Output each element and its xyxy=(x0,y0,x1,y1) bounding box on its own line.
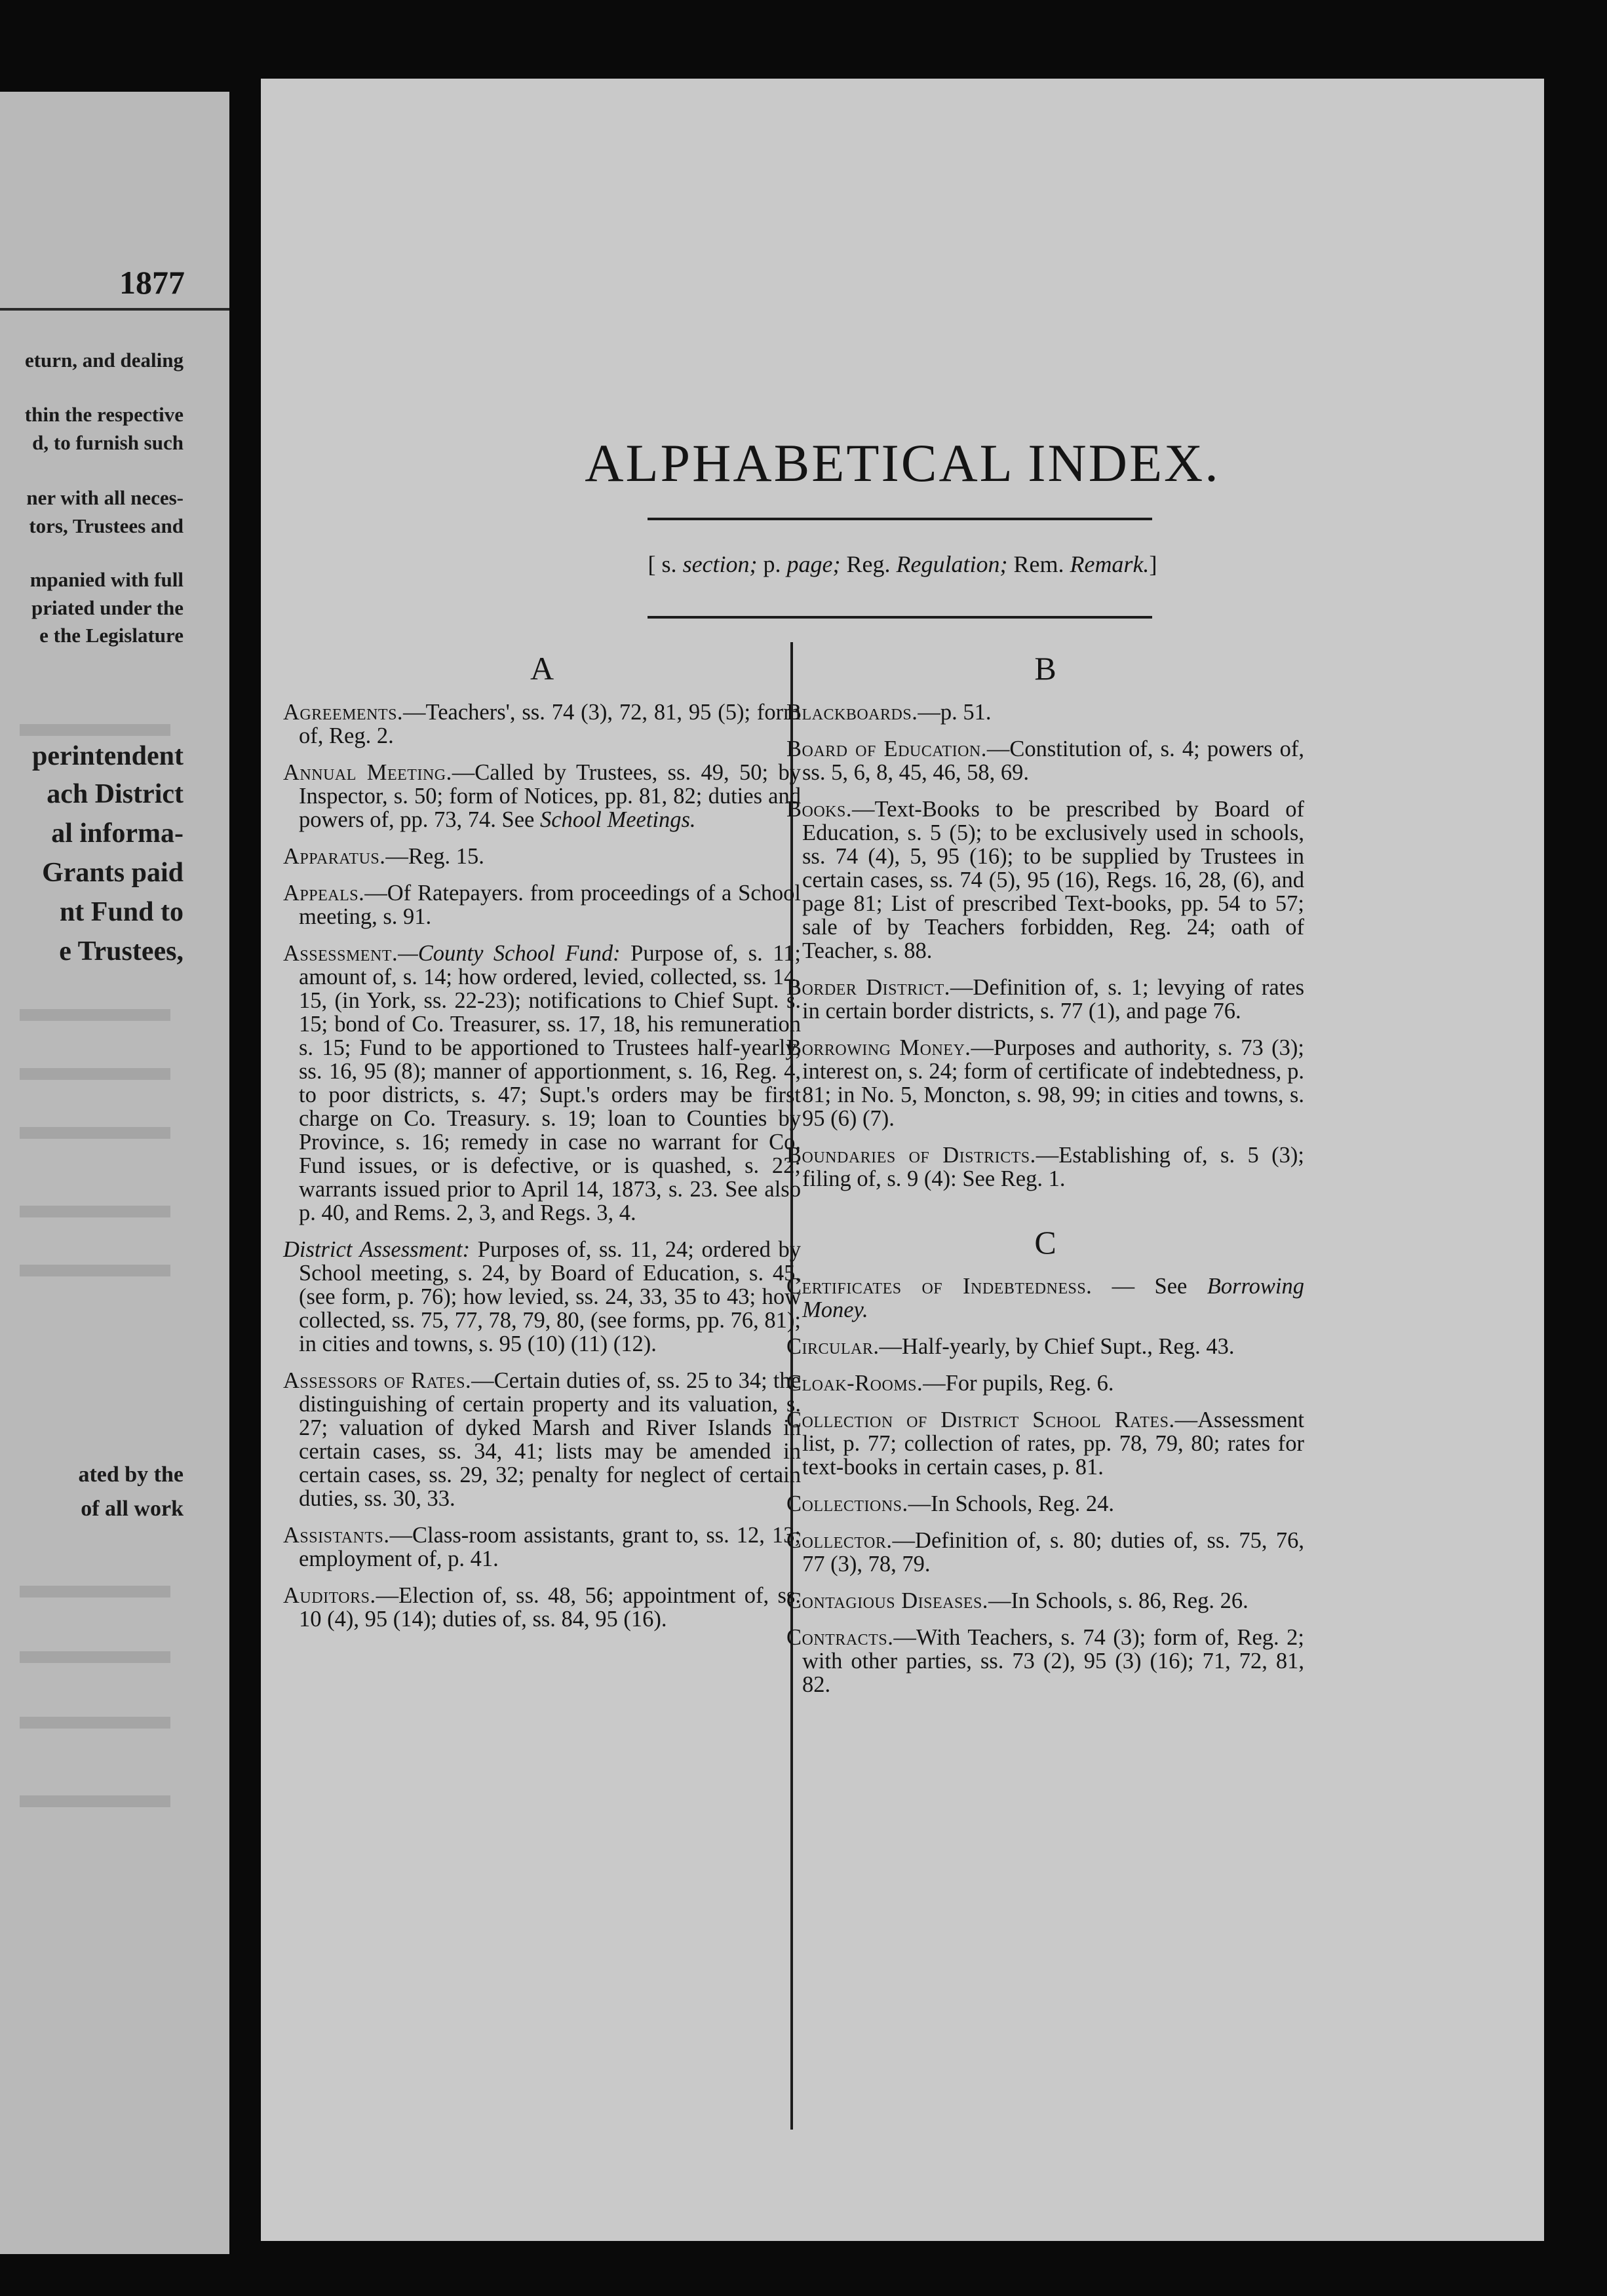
index-entry-certificates-of-indebtedness xyxy=(786,1274,1304,1322)
index-entry-agreements xyxy=(283,700,801,748)
left-page-line: tors, Trustees and xyxy=(29,514,184,537)
entry-text: —Assessment list, p. 77; collection of rates, pp. 78, 79, 80; rates for text-books in certain cases, p. 81. xyxy=(802,1407,1304,1480)
left-page-faint-line xyxy=(20,1717,170,1729)
left-page-faint-line xyxy=(20,1206,170,1217)
index-entry-blackboards xyxy=(786,700,1304,724)
index-entry-collections xyxy=(786,1492,1304,1516)
legend-meaning: section; xyxy=(682,551,758,577)
entry-headword: Contracts. xyxy=(786,1625,894,1650)
left-page-line: perintendent xyxy=(32,741,184,771)
entry-headword: Contagious Diseases. xyxy=(786,1588,988,1613)
entry-subheading: —County School Fund: xyxy=(398,941,621,966)
index-entry-assessors-of-rates xyxy=(283,1369,801,1510)
index-entry-contagious-diseases xyxy=(786,1589,1304,1613)
entry-text: —Teachers', ss. 74 (3), 72, 81, 95 (5); form of, Reg. 2. xyxy=(299,700,801,748)
left-page-faint-line xyxy=(20,1265,170,1276)
entry-headword: Circular. xyxy=(786,1334,880,1359)
entry-headword: Books. xyxy=(786,797,852,822)
entry-headword: Apparatus. xyxy=(283,844,386,869)
entry-headword: Annual Meeting. xyxy=(283,760,452,785)
left-page-faint-line xyxy=(20,1586,170,1598)
entry-text: —With Teachers, s. 74 (3); form of, Reg. 2; with other parties, ss. 73 (2), 95 (3) (16); 71, 72, 81, 82. xyxy=(802,1625,1304,1697)
index-entry-auditors xyxy=(283,1584,801,1631)
index-entry-collection-of-district-school-rates xyxy=(786,1408,1304,1479)
entry-headword: Assessment. xyxy=(283,941,398,966)
entry-headword: Assessors of Rates. xyxy=(283,1368,472,1393)
entry-text: —Class-room assistants, grant to, ss. 12, 13; employment of, p. 41. xyxy=(299,1523,801,1571)
legend-meaning: Remark. xyxy=(1070,551,1150,577)
left-page-line: nt Fund to xyxy=(59,897,184,927)
entry-text: —For pupils, Reg. 6. xyxy=(923,1371,1114,1396)
page-title: ALPHABETICAL INDEX. xyxy=(585,433,1220,493)
abbreviation-legend xyxy=(261,550,1544,578)
index-entry-appeals xyxy=(283,881,801,928)
index-column-right xyxy=(786,645,1304,1710)
entry-text: —Of Ratepayers. from proceedings of a School meeting, s. 91. xyxy=(299,881,801,929)
left-page-faint-line xyxy=(20,1009,170,1021)
entry-text: —Called by Trustees, ss. 49, 50; by Inspector, s. 50; form of Notices, pp. 81, 82; duties and powers of, pp. 73, 74. See xyxy=(299,760,801,832)
index-entry-circular xyxy=(786,1335,1304,1358)
entry-text: —Purposes and authority, s. 73 (3); interest on, s. 24; form of certificate of indebtedness, p. 81; in No. 5, Moncton, s. 98, 99; in cities and towns, s. 95 (6) (7). xyxy=(802,1035,1304,1131)
entry-headword: Blackboards. xyxy=(786,700,918,725)
left-page-line: ach District xyxy=(47,779,184,809)
left-page-line: e Trustees, xyxy=(59,936,184,966)
index-page xyxy=(261,79,1544,2241)
left-page-line: eturn, and dealing xyxy=(24,349,184,372)
entry-text: —In Schools, s. 86, Reg. 26. xyxy=(988,1588,1249,1613)
entry-text: —p. 51. xyxy=(918,700,992,725)
legend-abbr: Rem. xyxy=(1013,551,1064,577)
left-page-line: priated under the xyxy=(31,596,184,619)
index-entry-books xyxy=(786,797,1304,963)
left-page-faint-line xyxy=(20,1795,170,1807)
legend-abbr: s. xyxy=(661,551,677,577)
left-page-faint-line xyxy=(20,1068,170,1080)
index-entry-border-district xyxy=(786,976,1304,1023)
title-rule xyxy=(648,518,1152,520)
entry-headword: Auditors. xyxy=(283,1583,376,1608)
entry-text: Purposes of, ss. 11, 24; ordered by School meeting, s. 24, by Board of Education, s. 45, (see form, p. 76); how levied, ss. 24, 33, 35 to 43; how collected, ss. 75, 77, 78, 79, 80, (see forms, pp. 76, 81); in cities and towns, s. 95 (10) (11) (12). xyxy=(299,1237,801,1356)
index-entry-assessment xyxy=(283,942,801,1225)
entry-text: —Certain duties of, ss. 25 to 34; the distinguishing of certain property and its valuation, s. 27; valuation of dyked Marsh and River Islands in certain cases, ss. 34, 41; lists may be amended in certain cases, ss. 29, 32; penalty for neglect of certain duties, ss. 30, 33. xyxy=(299,1368,801,1511)
left-page-line: e the Legislature xyxy=(39,624,184,647)
entry-text: —Election of, ss. 48, 56; appointment of, ss. 10 (4), 95 (14); duties of, ss. 84, 95 (16). xyxy=(299,1583,801,1632)
legend-meaning: page; xyxy=(786,551,841,577)
index-entry-district-assessment xyxy=(283,1238,801,1356)
entry-text: —Constitution of, s. 4; powers of, ss. 5, 6, 8, 45, 46, 58, 69. xyxy=(802,737,1304,785)
entry-headword: Board of Education. xyxy=(786,737,987,761)
section-letter-c: C xyxy=(1034,1224,1056,1261)
section-letter-b: B xyxy=(1034,650,1056,687)
entry-cross-reference: School Meetings. xyxy=(539,807,696,832)
left-page-faint-line xyxy=(20,724,170,736)
entry-headword: Collections. xyxy=(786,1491,908,1516)
entry-text: — See xyxy=(1092,1274,1207,1299)
left-page-rule xyxy=(0,308,229,311)
left-page-line: Grants paid xyxy=(42,858,184,888)
legend-bracket: [ xyxy=(648,551,656,577)
left-page-year: 1877 xyxy=(119,264,185,301)
entry-text: —Establishing of, s. 5 (3); filing of, s. 9 (4): See Reg. 1. xyxy=(802,1143,1304,1191)
index-entry-contracts xyxy=(786,1626,1304,1696)
legend-meaning: Regulation; xyxy=(896,551,1008,577)
entry-text: —In Schools, Reg. 24. xyxy=(908,1491,1114,1516)
left-page-faint-line xyxy=(20,1127,170,1139)
entry-headword: Borrowing Money. xyxy=(786,1035,971,1060)
entry-headword: Collector. xyxy=(786,1528,893,1553)
index-entry-assistants xyxy=(283,1523,801,1571)
index-entry-cloak-rooms xyxy=(786,1371,1304,1395)
entry-text: —Definition of, s. 80; duties of, ss. 75, 76, 77 (3), 78, 79. xyxy=(802,1528,1304,1577)
index-entry-apparatus xyxy=(283,845,801,868)
left-page-line: ated by the xyxy=(78,1463,184,1487)
entry-text: —Reg. 15. xyxy=(385,844,484,869)
entry-cross-reference: Borrowing Money. xyxy=(802,1274,1304,1322)
left-page-line: ner with all neces- xyxy=(26,486,184,509)
entry-text: Purpose of, s. 11; amount of, s. 14; how ordered, levied, collected, ss. 14, 15, (in York, ss. 22-23); notifications to Chief Supt. s. 15; bond of Co. Treasurer, ss. 17, 18, his remuneration s. 15; Fund to be apportioned to Trustees half-yearly, ss. 16, 95 (8); manner of apportionment, s. 16, Reg. 4, to poor districts, s. 47; Supt.'s orders may be first charge on Co. Treasury. s. 19; loan to Counties by Province, s. 16; remedy in case no warrant for Co. Fund issues, or is defective, or is quashed, s. 22; warrants issued prior to April 14, 1873, s. 23. See also p. 40, and Rems. 2, 3, and Regs. 3, 4. xyxy=(299,941,802,1225)
left-page-line: d, to furnish such xyxy=(32,431,184,454)
left-page-line: al informa- xyxy=(51,818,184,849)
left-page-line: mpanied with full xyxy=(29,568,184,591)
left-page-faint-line xyxy=(20,1651,170,1663)
legend-rule xyxy=(648,616,1152,619)
entry-text: —Definition of, s. 1; levying of rates in certain border districts, s. 77 (1), and page 76. xyxy=(802,975,1304,1024)
index-entry-borrowing-money xyxy=(786,1036,1304,1130)
entry-headword: Agreements. xyxy=(283,700,404,725)
legend-bracket: ] xyxy=(1149,551,1157,577)
left-page-line: of all work xyxy=(81,1497,184,1521)
left-facing-page xyxy=(0,92,229,2254)
left-page-line: thin the respective xyxy=(24,403,184,426)
index-entry-annual-meeting xyxy=(283,761,801,832)
entry-text: —Text-Books to be prescribed by Board of Education, s. 5 (5); to be exclusively used in schools, ss. 74 (4), 5, 95 (16); to be supplied by Trustees in certain cases, ss. 74 (5), 95 (16), Regs. 16, 28, (6), and page 81; List of prescribed Text-books, pp. 54 to 57; sale of by Teachers forbidden, Reg. 24; oath of Teacher, s. 88. xyxy=(802,797,1304,963)
entry-headword: Appeals. xyxy=(283,881,365,906)
entry-headword: Border District. xyxy=(786,975,950,1000)
entry-text: —Half-yearly, by Chief Supt., Reg. 43. xyxy=(879,1334,1235,1359)
entry-headword: Cloak-Rooms. xyxy=(786,1371,923,1396)
section-letter-a: A xyxy=(530,650,554,687)
entry-subheading: District Assessment: xyxy=(283,1237,471,1262)
index-entry-boundaries-of-districts xyxy=(786,1143,1304,1191)
entry-headword: Assistants. xyxy=(283,1523,390,1548)
legend-abbr: p. xyxy=(763,551,781,577)
legend-abbr: Reg. xyxy=(846,551,891,577)
index-entry-collector xyxy=(786,1529,1304,1576)
entry-headword: Boundaries of Districts. xyxy=(786,1143,1036,1168)
entry-headword: Certificates of Indebtedness. xyxy=(786,1274,1093,1299)
entry-headword: Collection of District School Rates. xyxy=(786,1407,1175,1432)
index-column-left xyxy=(283,645,801,1644)
index-entry-board-of-education xyxy=(786,737,1304,784)
